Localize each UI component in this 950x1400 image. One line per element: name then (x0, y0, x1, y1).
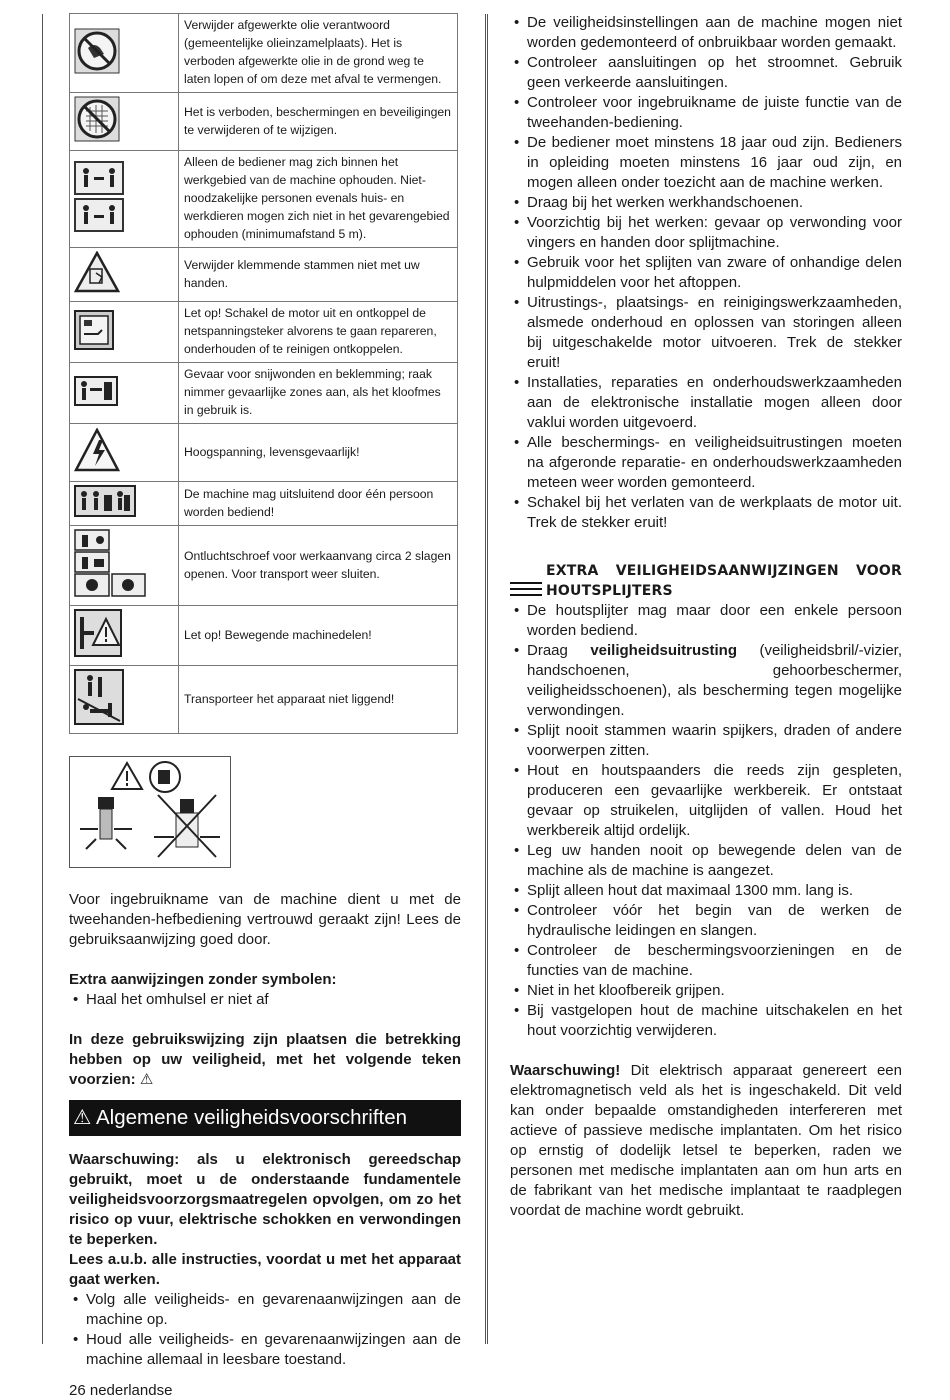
log-splitter-list (510, 601, 902, 1041)
section-title-bar (69, 1100, 461, 1136)
cutting-hazard-icon (74, 376, 118, 411)
list-item: • Controleer vóór het begin van de werken de hydraulische leidingen en slangen. (510, 901, 902, 941)
table-row (70, 93, 458, 151)
table-row (70, 666, 458, 734)
table-row (70, 424, 458, 482)
list-item: • Controleer aansluitingen op het stroomnet. Gebruik geen verkeerde aansluitingen. (510, 53, 902, 93)
no-oil-dumping-icon (74, 28, 120, 79)
symbol-text: Ontluchtschroef voor werkaanvang circa 2 slagen openen. Voor transport weer sluiten. (179, 526, 458, 606)
intro-paragraph: Voor ingebruikname van de machine dient u met de tweehanden-hefbediening vertrouwd geraakt zijn! Lees de gebruiksaanwijzing goed door. (69, 891, 461, 948)
warning-paragraph: Waarschuwing: als u elektronisch gereedschap gebruikt, moet u de onderstaande fundamentele veiligheidsvoorzorgsmaatregelen opvolgen, om zo het risico op vuur, elektrische schokken en verwondingen te beperken. (69, 1151, 461, 1248)
unplug-before-service-icon (74, 310, 114, 355)
list-item: • Splijt nooit stammen waarin spijkers, draden of andere voorwerpen zitten. (510, 721, 902, 761)
two-hand-operation-illustration (70, 757, 230, 867)
list-item: • Splijt alleen hout dat maximaal 1300 mm. lang is. (510, 881, 902, 901)
list-item: • Niet in het kloofbereik grijpen. (510, 981, 902, 1001)
symbol-text: Gevaar voor snijwonden en beklemming; raak nimmer gevaarlijke zones aan, als het kloofmes in gebruik is. (179, 363, 458, 424)
transport-upright-icon (74, 669, 124, 730)
list-item: • Uitrustings-, plaatsings- en reinigingswerkzaamheden, alsmede onderhoud en oplossen van storingen alleen bij uitgeschakelde motor uitvoeren. Trek de stekker eruit! (510, 293, 902, 373)
column-divider-right (487, 14, 488, 1344)
list-item: • De houtsplijter mag maar door een enkele persoon worden bediend. (510, 601, 902, 641)
general-safety-list (69, 1290, 461, 1370)
no-guard-removal-icon (74, 96, 120, 147)
heading-word: VOOR (856, 563, 902, 579)
list-item: • Voorzichtig bij het werken: gevaar op verwonding voor vingers en handen door splijtmachine. (510, 213, 902, 253)
symbol-text: De machine mag uitsluitend door één persoon worden bediend! (179, 482, 458, 526)
extra-safety-heading (510, 561, 902, 601)
right-column (510, 13, 902, 1221)
high-voltage-icon (74, 428, 120, 477)
column-divider-left (485, 14, 486, 1344)
table-row (70, 151, 458, 248)
list-item: • Schakel bij het verlaten van de werkplaats de motor uit. Trek de stekker eruit! (510, 493, 902, 533)
warning-triangle-icon: ⚠ (139, 1071, 154, 1088)
table-row (70, 606, 458, 666)
symbol-text: Transporteer het apparaat niet liggend! (179, 666, 458, 734)
list-item: • Houd alle veiligheids- en gevarenaanwijzingen aan de machine allemaal in leesbare toestand. (69, 1330, 461, 1370)
list-item: • Haal het omhulsel er niet af (69, 990, 461, 1010)
left-margin-rule (42, 14, 43, 1344)
symbol-text: Alleen de bediener mag zich binnen het werkgebied van de machine ophouden. Niet-noodzakelijke personen evenals huis- en werkdieren mogen zich niet in het gevarengebied ophouden (minimumafstand 5 m). (179, 151, 458, 248)
list-item: • Gebruik voor het splijten van zware of onhandige delen hulpmiddelen voor het aftoppen. (510, 253, 902, 293)
left-column (69, 13, 461, 1370)
list-item: • Controleer voor ingebruikname de juiste functie van de tweehanden-bediening. (510, 93, 902, 133)
bold-term: veiligheidsuitrusting (590, 642, 737, 659)
list-item: • Hout en houtspaanders die reeds zijn gespleten, produceren een gevaarlijke werkbereik. Er ontstaat gevaar op struikelen, uitglijden of vallen. Houd het werkbereik altijd ordelijk. (510, 761, 902, 841)
list-item: • De bediener moet minstens 18 jaar oud zijn. Bedieners in opleiding moeten minstens 16 jaar oud zijn, en mogen alleen onder toezicht aan de machine werken. (510, 133, 902, 193)
symbol-text: Verwijder afgewerkte olie verantwoord (gemeentelijke olieinzamelplaats). Het is verboden afgewerkte olie in de grond weg te laten lopen of om deze met afval te vermengen. (179, 14, 458, 93)
safety-marker-note (69, 1030, 461, 1090)
table-row (70, 302, 458, 363)
single-operator-icon (74, 485, 136, 522)
symbol-table (69, 13, 458, 734)
section-title: Algemene veiligheidsvoorschriften (95, 1106, 408, 1129)
table-row (70, 363, 458, 424)
page-footer: 26 nederlandse (69, 1382, 173, 1399)
safety-list (510, 13, 902, 533)
list-item: • Draag bij het werken werkhandschoenen. (510, 193, 902, 213)
list-item: • Volg alle veiligheids- en gevarenaanwijzingen aan de machine op. (69, 1290, 461, 1330)
symbol-text: Verwijder klemmende stammen niet met uw handen. (179, 248, 458, 302)
emf-warning-label: Waarschuwing! (510, 1062, 621, 1079)
list-item: • Draag veiligheidsuitrusting (veiligheidsbril/-vizier, handschoenen, gehoorbeschermer, veiligheidsschoenen), als bescherming tegen mogelijke verwondingen. (510, 641, 902, 721)
heading-line2: HOUTSPLIJTERS (546, 583, 673, 599)
symbol-text: Let op! Bewegende machinedelen! (179, 606, 458, 666)
symbol-text: Het is verboden, beschermingen en beveiligingen te verwijderen of te wijzigen. (179, 93, 458, 151)
extra-list (69, 990, 461, 1010)
symbol-text: Hoogspanning, levensgevaarlijk! (179, 424, 458, 482)
table-row (70, 526, 458, 606)
bleed-screw-icon (74, 529, 146, 602)
jammed-log-warning-icon (74, 251, 120, 298)
emf-warning-paragraph (510, 1061, 902, 1221)
heading-word: EXTRA (546, 563, 599, 579)
list-item: • Leg uw handen nooit op bewegende delen van de machine als de machine is aangezet. (510, 841, 902, 881)
list-item: • Alle beschermings- en veiligheidsuitrustingen moeten na afgeronde reparatie- en onderhoudswerkzaamheden meteen weer worden gemonteerd. (510, 433, 902, 493)
moving-parts-icon (74, 609, 122, 662)
heading-word: VEILIGHEIDSAANWIJZINGEN (615, 563, 839, 579)
extra-heading: Extra aanwijzingen zonder symbolen: (69, 971, 337, 988)
symbol-text: Let op! Schakel de motor uit en ontkoppel de netspanningsteker alvorens te gaan repareren, onderhouden of te reinigen ontkoppelen. (179, 302, 458, 363)
read-instructions: Lees a.u.b. alle instructies, voordat u met het apparaat gaat werken. (69, 1251, 461, 1288)
marker-note-text: In deze gebruikswijzing zijn plaatsen die betrekking hebben op uw veiligheid, met het volgende teken voorzien: (69, 1031, 461, 1088)
table-row (70, 248, 458, 302)
emf-warning-text: Dit elektrisch apparaat genereert een elektromagnetisch veld als het is ingeschakeld. Dit veld kan onder bepaalde omstandigheden interfereren met actieve of passieve medische implantaten. Om het risico op ernstig of dodelijk letsel te beperken, raden we personen met medische implantaten aan om hun arts en de fabrikant van het medische implantaat te raadplegen voordat de machine wordt gebruikt. (510, 1062, 902, 1219)
table-row (70, 14, 458, 93)
warning-triangle-icon: ⚠ (73, 1106, 92, 1129)
warning-figure (69, 756, 231, 868)
list-item: • Installaties, reparaties en onderhoudswerkzaamheden aan de elektronische installatie mogen alleen door vaklui worden uitgevoerd. (510, 373, 902, 433)
menu-lines-icon (510, 582, 542, 596)
list-item: • Bij vastgelopen hout de machine uitschakelen en het hout voorzichtig verwijderen. (510, 1001, 902, 1041)
table-row (70, 482, 458, 526)
list-item: • Controleer de beschermingsvoorzieningen en de functies van de machine. (510, 941, 902, 981)
work-area-persons-icon (74, 159, 126, 240)
list-item: • De veiligheidsinstellingen aan de machine mogen niet worden gedemonteerd of onbruikbaar worden gemaakt. (510, 13, 902, 53)
